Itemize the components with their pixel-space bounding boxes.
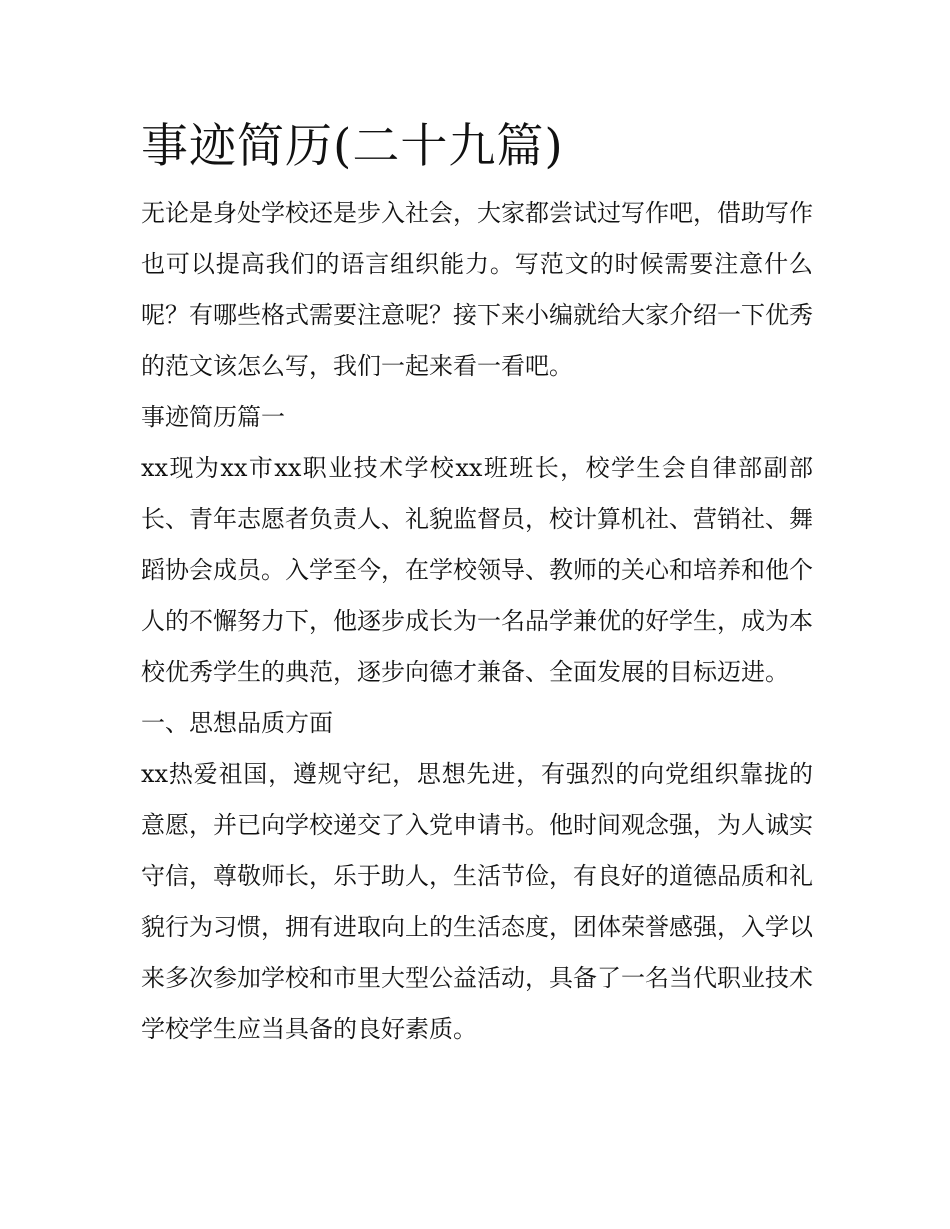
intro-paragraph: 无论是身处学校还是步入社会，大家都尝试过写作吧，借助写作也可以提高我们的语言组织能力。写范文的时候需要注意什么呢？有哪些格式需要注意呢？接下来小编就给大家介绍一下优秀的范文该怎么写，我们一起来看一看吧。 (141, 199, 813, 380)
document-title: 事迹简历(二十九篇) (141, 119, 564, 174)
profile-paragraph: xx现为xx市xx职业技术学校xx班班长，校学生会自律部副部长、青年志愿者负责人、礼貌监督员，校计算机社、营销社、舞蹈协会成员。入学至今，在学校领导、教师的关心和培养和他个人的不懈努力下，他逐步成长为一名品学兼优的好学生，成为本校优秀学生的典范，逐步向德才兼备、全面发展的目标迈进。 (141, 454, 813, 686)
ideology-paragraph: xx热爱祖国，遵规守纪，思想先进，有强烈的向党组织靠拢的意愿，并已向学校递交了入党申请书。他时间观念强，为人诚实守信，尊敬师长，乐于助人，生活节俭，有良好的道德品质和礼貌行为习惯，拥有进取向上的生活态度，团体荣誉感强，入学以来多次参加学校和市里大型公益活动，具备了一名当代职业技术学校学生应当具备的良好素质。 (141, 760, 813, 1043)
document-page (141, 112, 813, 1055)
section-heading-ideology: 一、思想品质方面 (141, 709, 333, 737)
section-heading-part-one: 事迹简历篇一 (141, 403, 285, 431)
